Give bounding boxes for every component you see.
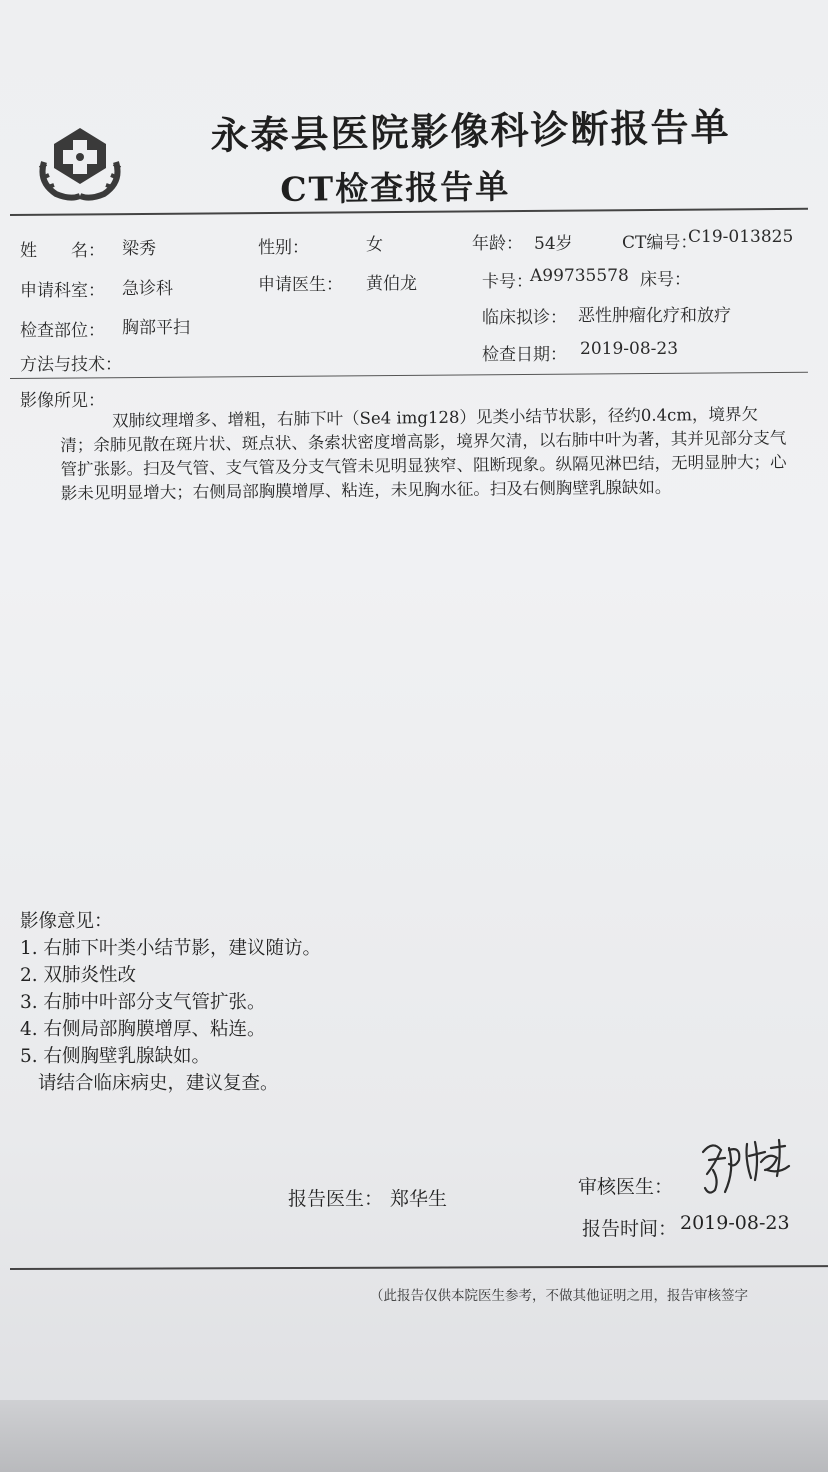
gender-label: 性别： bbox=[258, 238, 309, 258]
info-divider bbox=[10, 372, 808, 379]
card-number-label: 卡号： bbox=[482, 272, 533, 292]
report-doctor: 郑华生 bbox=[390, 1188, 448, 1210]
opinion-item: 1. 右肺下叶类小结节影，建议随访。 bbox=[20, 938, 322, 959]
opinion-label: 影像意见： bbox=[20, 911, 113, 932]
ct-number-label: CT编号： bbox=[622, 233, 698, 253]
report-title: CT检查报告单 bbox=[280, 166, 511, 209]
report-doctor-label: 报告医生： bbox=[288, 1188, 384, 1210]
clinical-diagnosis: 恶性肿瘤化疗和放疗 bbox=[578, 306, 731, 326]
report-time-label: 报告时间： bbox=[582, 1218, 678, 1240]
age-label: 年龄： bbox=[472, 234, 523, 254]
exam-date: 2019-08-23 bbox=[580, 339, 679, 359]
patient-name: 梁秀 bbox=[122, 239, 156, 259]
name-label: 姓 名： bbox=[20, 241, 105, 261]
opinion-item: 3. 右肺中叶部分支气管扩张。 bbox=[20, 992, 266, 1013]
requesting-doctor-label: 申请医生： bbox=[258, 275, 343, 295]
opinion-item: 5. 右侧胸壁乳腺缺如。 bbox=[20, 1046, 211, 1067]
hospital-title: 永泰县医院影像科诊断报告单 bbox=[210, 103, 731, 158]
review-doctor-label: 审核医生： bbox=[578, 1176, 674, 1198]
exam-date-label: 检查日期： bbox=[482, 345, 567, 365]
department: 急诊科 bbox=[122, 279, 173, 299]
opinion-note: 请结合临床病史，建议复查。 bbox=[38, 1073, 279, 1094]
patient-age: 54岁 bbox=[534, 234, 573, 254]
patient-gender: 女 bbox=[366, 235, 383, 255]
opinion-section bbox=[20, 908, 321, 1097]
opinion-item: 4. 右侧局部胸膜增厚、粘连。 bbox=[20, 1019, 266, 1040]
footer-divider bbox=[10, 1265, 828, 1270]
requesting-doctor: 黄伯龙 bbox=[366, 274, 417, 294]
clinical-diagnosis-label: 临床拟诊： bbox=[482, 308, 567, 328]
department-label: 申请科室： bbox=[20, 281, 105, 301]
report-time: 2019-08-23 bbox=[680, 1212, 790, 1234]
hospital-logo-icon bbox=[30, 122, 130, 202]
exam-part-label: 检查部位： bbox=[20, 321, 105, 341]
bed-number-label: 床号： bbox=[640, 270, 691, 290]
method-label: 方法与技术： bbox=[20, 355, 122, 375]
card-number: A99735578 bbox=[530, 266, 629, 286]
ct-number: C19-013825 bbox=[688, 227, 794, 247]
review-doctor-signature-icon bbox=[695, 1130, 795, 1210]
findings-label: 影像所见： bbox=[20, 391, 105, 411]
footer-disclaimer: （此报告仅供本院医生参考，不做其他证明之用，报告审核签字 bbox=[370, 1288, 748, 1304]
opinion-item: 2. 双肺炎性改 bbox=[20, 965, 137, 986]
table-surface bbox=[0, 1400, 828, 1472]
exam-part: 胸部平扫 bbox=[122, 318, 190, 338]
findings-text: 双肺纹理增多、增粗，右肺下叶（Se4 img128）见类小结节状影，径约0.4cm，境界欠清；余肺见散在斑片状、斑点状、条索状密度增高影，境界欠清，以右肺中叶为著，其并见部分支气管扩张影。扫及气管、支气管及分支气管未见明显狭窄、阻断现象。纵隔见淋巴结，无明显肿大；心影未见明显增大；右侧局部胸膜增厚、粘连，未见胸水征。扫及右侧胸壁乳腺缺如。 bbox=[60, 404, 787, 503]
